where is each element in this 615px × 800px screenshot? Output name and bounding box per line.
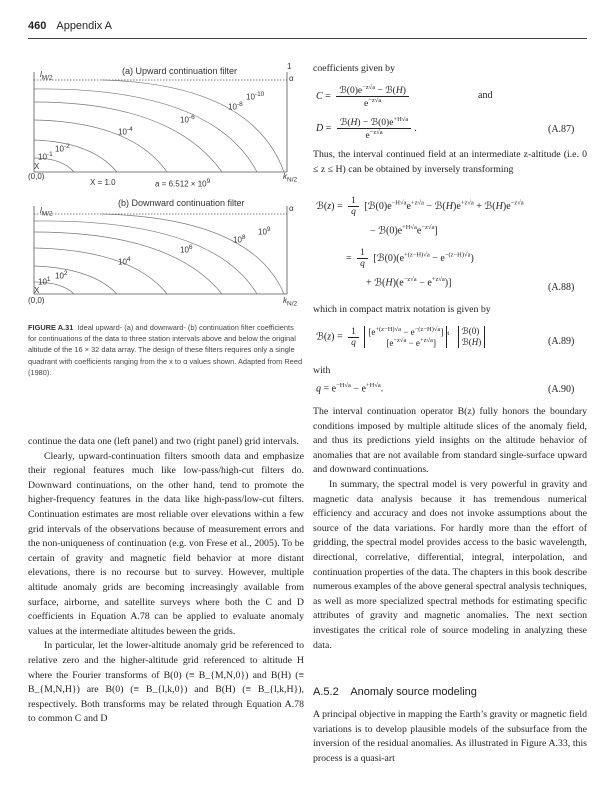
- panel-a-contour-label: $10^{-2}$: [55, 143, 70, 154]
- section-number: A.5.2: [313, 686, 339, 698]
- figure-caption: [28, 322, 303, 378]
- panel-a-title: (a) Upward continuation filter: [122, 66, 238, 76]
- equation-a90: $q = e^{-H√a} - e^{+H√a}$.: [316, 382, 384, 395]
- right-paragraph-interval: Thus, the interval continued field at an intermediate z-altitude (i.e. 0 ≤ z ≤ H) can be obtained by inversely transforming: [313, 149, 587, 175]
- panel-a-right-label: α: [289, 74, 294, 83]
- panel-b-origin: (0,0): [28, 296, 45, 305]
- panel-a-x-axis-label: X: [34, 162, 40, 171]
- panel-b-title: (b) Downward continuation filter: [118, 198, 245, 208]
- panel-b-x-end: $k_{N/2}$: [283, 296, 298, 308]
- right-column-body: [313, 405, 587, 653]
- equation-c: C = $\frac{ℬ(0)e^{-z√a} - ℬ(H)}{e^{-z√a}}$: [316, 84, 412, 109]
- equation-a88-line3: = $\frac{1}{q}$ [$ℬ(0)(e^{+(z-H)√a} - e^{-(z-H)√a})$: [346, 248, 474, 269]
- page-number: 460: [28, 20, 47, 32]
- equation-a88-line1: ℬ(z) = $\frac{1}{q}$ [$ℬ(0)e^{-H√a}e^{+z√a}$ − $ℬ(H)e^{+z√a}$ + $ℬ(H)e^{-z√a}$: [316, 196, 524, 217]
- panel-b-contour-label: $10^1$: [38, 276, 51, 287]
- left-paragraph-3: In particular, let the lower-altitude anomaly grid be referenced to relative zero and the higher-altitude grid referenced to altitude H where the Fourier transforms of B(0) (≡ B_{M,N,0}) and B(H) (≡ B_{M,N,H}) are B(0) (≡ B_{l,k,0}) and B(H) (≡ B_{l,k,H}), respectively. Both transforms may be related through Equation A.78 to common C and D: [28, 640, 304, 725]
- right-paragraph-source: A principal objective in mapping the Earth’s gravity or magnetic field variations is to develop plausible models of the subsurface from the inversion of the residual anomalies. As illustrated in Figure A.33, this process is a quasi-art: [313, 709, 587, 764]
- panel-b-contour-5: [34, 221, 257, 294]
- equation-number-a89: (A.89): [548, 336, 575, 347]
- panel-b-contour-label: $10^8$: [233, 234, 246, 245]
- left-column: [28, 435, 304, 727]
- downward-filter-plot: [22, 196, 307, 306]
- panel-a-contour-label: $10^{-6}$: [180, 114, 195, 125]
- upward-filter-plot: [22, 62, 307, 182]
- panel-b-contour-label: $10^2$: [55, 270, 68, 281]
- panel-a-a-note: $a = 6.512 \times 10^9$: [155, 178, 211, 189]
- right-paragraph-operator: The interval continuation operator B(z) fully honors the boundary conditions imposed by multiple altitude slices of the anomaly field, and thus its predictions yield insights on the altitude behavior of anomalies that are not available from standard single-surface upward and downward continuations.: [313, 406, 587, 476]
- panel-a-contour-3: [34, 120, 167, 172]
- panel-b-contour-6: [102, 214, 284, 294]
- panel-b-contour-label: $10^4$: [118, 256, 131, 267]
- right-intro: coefficients given by: [313, 63, 395, 74]
- equation-a88-line2: − $ℬ(0)e^{+H√a}e^{-z√a}$]: [370, 224, 438, 237]
- and-word: and: [478, 90, 493, 101]
- left-paragraph-2: Clearly, upward-continuation filters smooth data and emphasize their regional features much like low-pass/high-cut filters do. Downward continuations, on the other hand, tend to promote the higher-frequency features in the data like high-pass/low-cut filters. Continuation estimates are most reliable over elevations within a few grid intervals of the observations because of measurement errors and the non-uniqueness of continuation (e.g. von Frese et al., 2005). To be certain of gravity and magnetic field behavior at more distant elevations, there is no recourse but to survey. However, multiple altitude anomaly grids are becoming increasingly available from surface, airborne, and satellite surveys where both the C and D coefficients in Equation A.78 can be applied to evaluate anomaly values at the intermediate altitudes beween the grids.: [28, 450, 304, 637]
- panel-a-contour-label: $10^{-4}$: [118, 126, 133, 137]
- figure-caption-label: FIGURE A.31: [28, 323, 74, 332]
- left-paragraph-1: continue the data one (left panel) and two (right panel) grid intervals.: [28, 436, 299, 447]
- panel-a-contour-5: [34, 89, 257, 172]
- with-word: with: [313, 365, 331, 376]
- equation-a89: ℬ(z) = $\frac{1}{q}$ $[e^{+(z-H)√a} - e^{-(z-H)√a}]$ $[e^{-z√a} - e^{+z√a}]$ $^t$ ℬ(0) ℬ(H): [316, 326, 485, 348]
- panel-a-contour-label: $10^{-8}$: [228, 101, 243, 112]
- page-header: [28, 20, 112, 32]
- panel-b-y-label: $l_{M/2}$: [40, 206, 53, 218]
- panel-a-origin: (0,0): [28, 172, 45, 181]
- section-heading: [313, 686, 477, 698]
- panel-a-contour-label: $10^{-10}$: [246, 91, 265, 102]
- figure-caption-text: Ideal upward- (a) and downward- (b) continuation filter coefficients for continuations of the data to three station intervals above and below the original altitude of the 16 × 32 data array. The design of these filters requires only a single quadrant with coefficients ranging from the x to α values shown. Adapted from Reed (1980).: [28, 323, 303, 377]
- equation-d: D = $\frac{ℬ(H) - ℬ(0)e^{+H√a}}{e^{-z√a}}$ .: [316, 116, 417, 142]
- panel-a-contour-4: [34, 102, 222, 172]
- header-rule: [28, 38, 587, 39]
- panel-b-right-label: α: [289, 204, 294, 213]
- equation-number-a87: (A.87): [548, 124, 575, 135]
- equation-number-a90: (A.90): [548, 384, 575, 395]
- matrix-intro: which in compact matrix notation is given by: [313, 304, 491, 315]
- panel-a-x-end: $k_{N/2}$: [283, 172, 298, 184]
- panel-a-x-note: X = 1.0: [90, 178, 116, 187]
- equation-number-a88: (A.88): [548, 282, 575, 293]
- panel-b-x-axis-label: X: [34, 286, 40, 295]
- panel-b-contour-label: $10^9$: [258, 226, 271, 237]
- panel-b-contour-3: [34, 248, 167, 294]
- running-section: Appendix A: [56, 20, 113, 32]
- panel-b-contour-label: $10^6$: [180, 244, 193, 255]
- panel-a-contour-label: $10^{-1}$: [38, 151, 53, 162]
- right-paragraph-summary: In summary, the spectral model is very powerful in gravity and magnetic data analysis because it has tremendous numerical efficiency and accuracy and does not invoke assumptions about the source of the data variations. For hardly more than the effort of gridding, the spectral model provides access to the basic wavelength, directional, correlative, differential, integral, interpolation, and continuation properties of the data. The chapters in this book describe numerous examples of the above general spectral analysis techniques, as well as more specialized spectral methods for estimating specific attributes of gravity and magnetic anomalies. The next section investigates the critical role of source modeling in analyzing these data.: [313, 478, 587, 651]
- section-title: Anomaly source modeling: [350, 686, 477, 698]
- equation-a88-line4: + $ℬ(H)(e^{-z√a} - e^{+z√a})$]: [366, 276, 452, 289]
- panel-a-y-label: $l_{M/2}$: [40, 70, 53, 82]
- panel-a-right-top: 1: [287, 62, 292, 71]
